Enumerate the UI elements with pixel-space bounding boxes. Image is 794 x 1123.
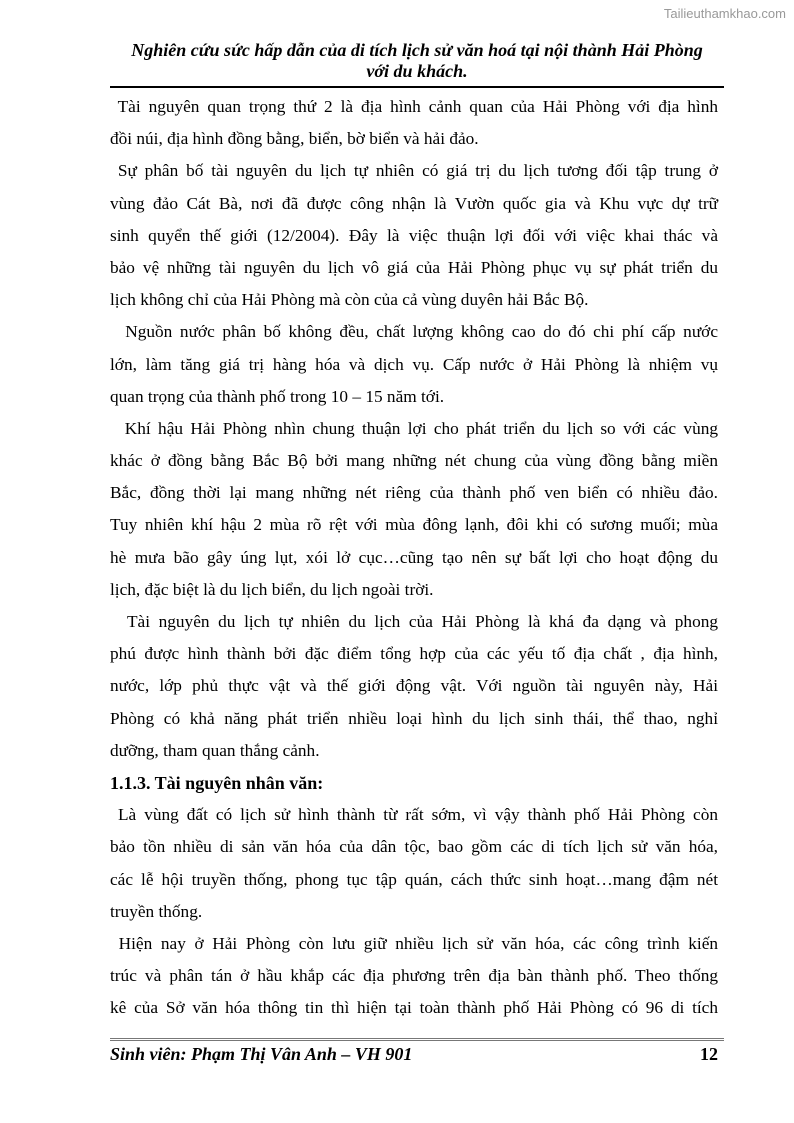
text-line: Tài nguyên quan trọng thứ 2 là địa hình cảnh quan của Hải Phòng với địa hình	[110, 97, 718, 116]
text-line: Bắc, đồng thời lại mang những nét riêng của thành phố ven biển có nhiều đảo.	[110, 483, 718, 503]
paragraph	[110, 799, 718, 928]
text-line: Tuy nhiên khí hậu 2 mùa rõ rệt với mùa đông lạnh, đôi khi có sương muối; mùa	[110, 515, 718, 535]
text-line: khác ở đồng bằng Bắc Bộ bởi mang những nét chung của vùng đồng bằng miền	[110, 451, 718, 471]
text-line: Khí hậu Hải Phòng nhìn chung thuận lợi cho phát triển du lịch so với các vùng	[110, 418, 718, 438]
text-line: Sự phân bố tài nguyên du lịch tự nhiên có giá trị du lịch tương đối tập trung ở	[110, 161, 718, 181]
text-line: trúc và phân tán ở hầu khắp các địa phương trên địa bàn thành phố. Theo thống	[110, 966, 718, 986]
page-number: 12	[700, 1044, 718, 1064]
text-line: truyền thống.	[110, 901, 203, 921]
paragraph	[110, 928, 718, 1025]
paragraph	[110, 91, 718, 155]
text-line: Hiện nay ở Hải Phòng còn lưu giữ nhiều lịch sử văn hóa, các công trình kiến	[110, 933, 718, 953]
footer-student: Sinh viên: Phạm Thị Vân Anh – VH 901	[110, 1044, 413, 1064]
text-line: quan trọng của thành phố trong 10 – 15 năm tới.	[110, 386, 445, 406]
running-header	[110, 40, 724, 82]
footer-divider	[110, 1038, 724, 1041]
text-line: phú được hình thành bởi đặc điểm tổng hợp của các yếu tố địa chất , địa hình,	[110, 644, 718, 664]
header-title-line2: với du khách.	[366, 61, 468, 81]
text-line: bảo vệ những tài nguyên du lịch vô giá của Hải Phòng phục vụ sự phát triển du	[110, 257, 718, 277]
text-line: Tài nguyên du lịch tự nhiên du lịch của Hải Phòng là khá đa dạng và phong	[110, 612, 718, 631]
running-footer	[110, 1044, 718, 1065]
watermark: Tailieuthamkhao.com	[663, 6, 786, 21]
text-line: các lễ hội truyền thống, phong tục tập quán, cách thức sinh hoạt…mang đậm nét	[110, 869, 718, 889]
text-line: dưỡng, tham quan thắng cảnh.	[110, 740, 320, 760]
text-line: sinh quyển thế giới (12/2004). Đây là việc thuận lợi đối với việc khai thác và	[110, 225, 718, 245]
text-line: kê của Sở văn hóa thông tin thì hiện tại toàn thành phố Hải Phòng có 96 di tích	[110, 998, 718, 1018]
text-line: đồi núi, địa hình đồng bằng, biển, bờ biển và hải đảo.	[110, 129, 479, 149]
text-line: nước, lớp phủ thực vật và thế giới động vật. Với nguồn tài nguyên này, Hải	[110, 676, 718, 696]
text-line: lịch, đặc biệt là du lịch biển, du lịch ngoài trời.	[110, 579, 434, 599]
document-body	[110, 91, 718, 1024]
header-title-line1: Nghiên cứu sức hấp dẫn của di tích lịch sử văn hoá tại nội thành Hải Phòng	[131, 40, 703, 60]
text-line: lịch không chỉ của Hải Phòng mà còn của cả vùng duyên hải Bắc Bộ.	[110, 290, 589, 310]
text-line: hè mưa bão gây úng lụt, xói lở cục…cũng tạo nên sự bất lợi cho hoạt động du	[110, 547, 718, 567]
text-line: lớn, làm tăng giá trị hàng hóa và dịch vụ. Cấp nước ở Hải Phòng là nhiệm vụ	[110, 354, 718, 374]
paragraph	[110, 155, 718, 316]
text-line: bảo tồn nhiều di sản văn hóa của dân tộc, bao gồm các di tích lịch sử văn hóa,	[110, 837, 718, 857]
text-line: Là vùng đất có lịch sử hình thành từ rất sớm, vì vậy thành phố Hải Phòng còn	[110, 805, 718, 825]
section-heading: 1.1.3. Tài nguyên nhân văn:	[110, 772, 324, 793]
header-divider	[110, 86, 724, 88]
text-line: vùng đảo Cát Bà, nơi đã được công nhận là Vườn quốc gia và Khu vực dự trữ	[110, 193, 718, 213]
paragraph	[110, 413, 718, 606]
text-line: Phòng có khả năng phát triển nhiều loại hình du lịch sinh thái, thể thao, nghỉ	[110, 708, 718, 728]
text-line: Nguồn nước phân bố không đều, chất lượng không cao do đó chi phí cấp nước	[110, 322, 718, 342]
paragraph	[110, 606, 718, 767]
paragraph	[110, 316, 718, 413]
